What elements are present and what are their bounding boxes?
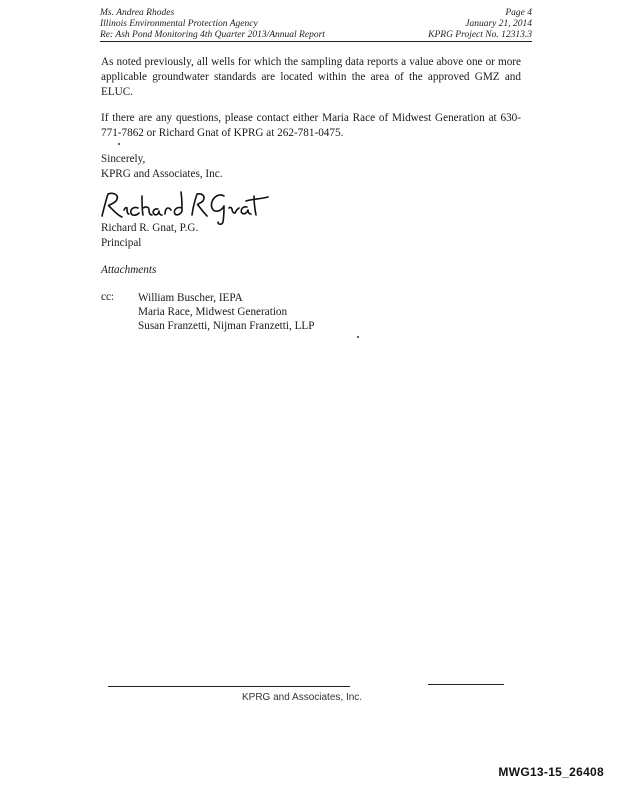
header-date: January 21, 2014 [465,19,532,29]
signer-name: Richard R. Gnat, P.G. [101,222,199,234]
attachments-label: Attachments [101,264,157,276]
handwritten-signature [96,186,271,226]
header-divider [100,41,532,42]
header-agency: Illinois Environmental Protection Agency [100,19,258,29]
footer-divider-left [108,686,350,687]
cc-recipient: Susan Franzetti, Nijman Franzetti, LLP [138,320,315,332]
closing-salutation: Sincerely, [101,153,146,165]
scan-speck [118,143,120,145]
footer-divider-right [428,684,504,685]
header-project-number: KPRG Project No. 12313.3 [428,30,532,40]
footer-company: KPRG and Associates, Inc. [242,692,363,703]
cc-recipient: William Buscher, IEPA [138,292,243,304]
header-row-1 [100,8,532,19]
header-recipient: Ms. Andrea Rhodes [100,8,175,18]
closing-company: KPRG and Associates, Inc. [101,168,223,180]
bates-stamp: MWG13-15_26408 [498,765,604,779]
letter-header [100,8,532,41]
body-paragraph-gmz: As noted previously, all wells for which the sampling data reports a value above one or more applicable groundwater standards are located within the area of the approved GMZ and ELUC. [101,56,521,98]
signer-title: Principal [101,237,142,249]
header-row-2 [100,19,532,30]
body-paragraph-contacts: If there are any questions, please contact either Maria Race of Midwest Generation at 630-771-7862 or Richard Gnat of KPRG at 262-781-0475. [101,112,521,139]
header-row-3 [100,30,532,41]
scan-speck [357,336,359,338]
header-page-number: Page 4 [505,8,532,18]
cc-label: cc: [101,291,115,303]
cc-recipient: Maria Race, Midwest Generation [138,306,288,318]
header-subject: Re: Ash Pond Monitoring 4th Quarter 2013/Annual Report [100,30,325,40]
